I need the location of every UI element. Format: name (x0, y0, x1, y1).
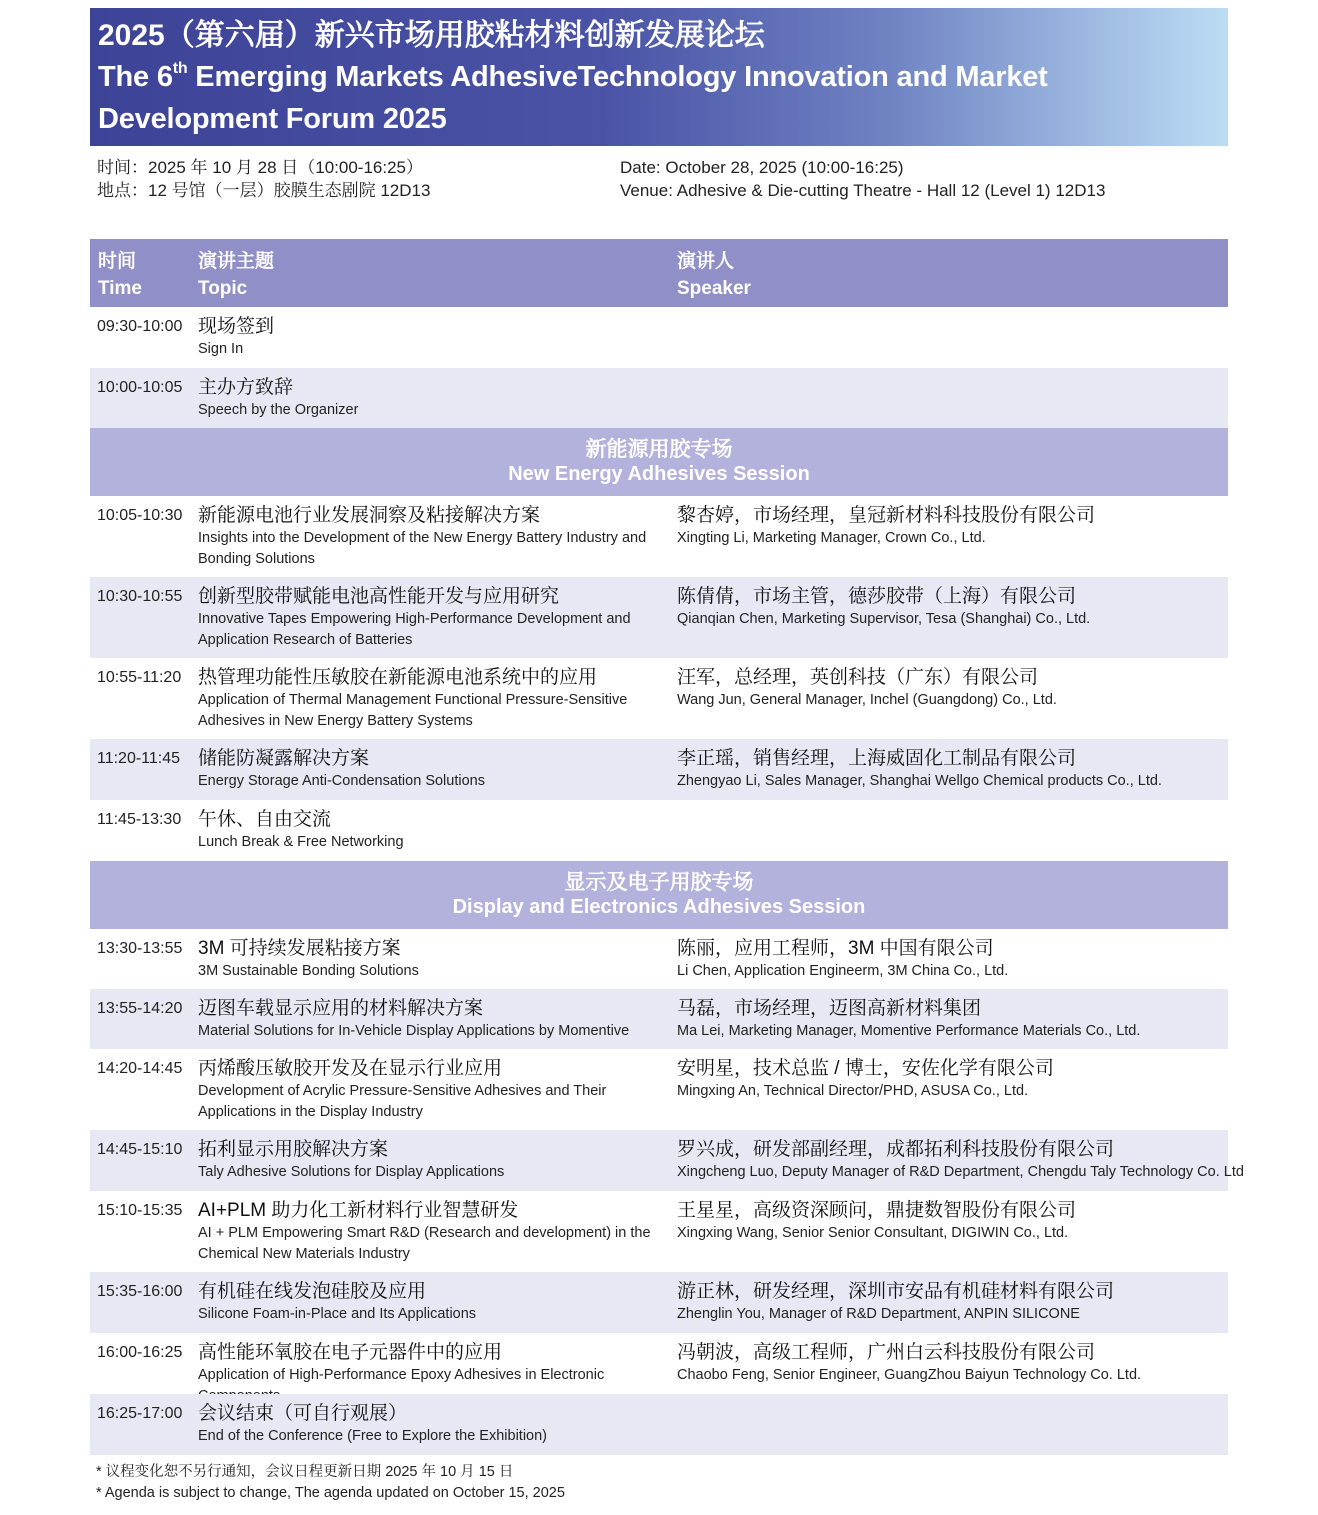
topic-en: Sign In (198, 341, 244, 357)
topic-cn: AI+PLM 助力化工新材料行业智慧研发 (198, 1200, 519, 1221)
agenda-row (90, 989, 1228, 1049)
speaker-en: Mingxing An, Technical Director/PHD, ASUSA Co., Ltd. (677, 1083, 1029, 1099)
topic-en: Innovative Tapes Empowering High-Performance Development and Application Research of Batteries (198, 611, 631, 648)
header-topic (198, 248, 274, 302)
row-time: 16:25-17:00 (97, 1405, 183, 1422)
speaker-cn: 冯朝波，高级工程师，广州白云科技股份有限公司 (677, 1342, 1096, 1363)
agenda-header-row (90, 239, 1228, 307)
row-speaker (677, 666, 1225, 711)
header-time (98, 248, 142, 302)
row-time: 11:20-11:45 (97, 750, 181, 767)
speaker-cn: 李正瑶，销售经理，上海威固化工制品有限公司 (677, 748, 1077, 769)
agenda-rows (90, 307, 1244, 1455)
header-topic-cn: 演讲主题 (198, 251, 275, 272)
topic-en: Lunch Break & Free Networking (198, 834, 404, 850)
event-info-chinese (97, 156, 430, 202)
speaker-en: Zhenglin You, Manager of R&D Department, ANPIN SILICONE (677, 1306, 1080, 1322)
session-title-en: Display and Electronics Adhesives Session (452, 896, 866, 918)
row-time: 11:45-13:30 (97, 811, 182, 828)
row-time: 10:30-10:55 (97, 588, 183, 605)
row-topic (198, 1402, 668, 1447)
agenda-row (90, 1191, 1228, 1272)
speaker-cn: 罗兴成，研发部副经理，成都拓利科技股份有限公司 (677, 1139, 1115, 1160)
session-title-cn: 显示及电子用胶专场 (564, 871, 754, 894)
speaker-en: Xingting Li, Marketing Manager, Crown Co., Ltd. (677, 530, 986, 546)
row-time: 14:20-14:45 (97, 1060, 183, 1077)
agenda-row (90, 739, 1228, 800)
topic-en: Taly Adhesive Solutions for Display Applications (198, 1164, 505, 1180)
agenda-notes (96, 1462, 565, 1504)
row-time: 15:10-15:35 (97, 1202, 183, 1219)
row-topic (198, 1057, 668, 1123)
topic-cn: 储能防凝露解决方案 (198, 748, 370, 769)
row-time: 10:55-11:20 (97, 669, 182, 686)
row-topic (198, 747, 668, 792)
session-title-cn: 新能源用胶专场 (585, 438, 733, 461)
topic-cn: 现场签到 (198, 316, 275, 337)
row-speaker (677, 1280, 1225, 1325)
speaker-en: Li Chen, Application Engineerm, 3M China Co., Ltd. (677, 963, 1009, 979)
topic-en: Material Solutions for In-Vehicle Display Applications by Momentive (198, 1023, 630, 1039)
speaker-en: Xingcheng Luo, Deputy Manager of R&D Department, Chengdu Taly Technology Co. Ltd (677, 1164, 1244, 1180)
row-topic (198, 666, 668, 732)
title-chinese: 2025（第六届）新兴市场用胶粘材料创新发展论坛 (98, 19, 765, 52)
row-time: 13:55-14:20 (97, 1000, 183, 1017)
agenda-row (90, 307, 1228, 368)
session-header (90, 428, 1228, 496)
agenda-row (90, 929, 1228, 989)
header-time-en: Time (98, 278, 143, 299)
row-speaker (677, 1138, 1244, 1183)
row-topic (198, 504, 668, 570)
topic-cn: 高性能环氧胶在电子元器件中的应用 (198, 1342, 503, 1363)
event-info-english (620, 156, 1105, 202)
topic-en: 3M Sustainable Bonding Solutions (198, 963, 419, 979)
topic-cn: 丙烯酸压敏胶开发及在显示行业应用 (198, 1058, 503, 1079)
session-header (90, 861, 1228, 929)
topic-cn: 新能源电池行业发展洞察及粘接解决方案 (198, 505, 541, 526)
header-speaker (677, 248, 751, 302)
agenda-row (90, 1272, 1228, 1333)
topic-en: Insights into the Development of the New Energy Battery Industry and Bonding Solutions (198, 530, 647, 567)
topic-en: Development of Acrylic Pressure-Sensitive Adhesives and Their Applications in the Display Industry (198, 1083, 607, 1120)
row-speaker (677, 997, 1225, 1042)
agenda-row (90, 800, 1228, 861)
topic-en: Energy Storage Anti-Condensation Solutions (198, 773, 485, 789)
title-english-prefix: The 6 (98, 61, 173, 93)
speaker-cn: 黎杏婷，市场经理，皇冠新材料科技股份有限公司 (677, 505, 1096, 526)
agenda-row (90, 1130, 1244, 1191)
header-time-cn: 时间 (98, 251, 137, 272)
row-time: 10:00-10:05 (97, 379, 183, 396)
event-time-cn: 时间：2025 年 10 月 28 日（10:00-16:25） (97, 158, 423, 177)
row-topic (198, 937, 668, 982)
topic-cn: 主办方致辞 (198, 377, 294, 398)
row-topic (198, 585, 668, 651)
row-speaker (677, 747, 1225, 792)
agenda-row (90, 658, 1228, 739)
row-topic (198, 1280, 668, 1325)
topic-en: Speech by the Organizer (198, 402, 359, 418)
row-topic (198, 808, 668, 853)
note-cn: * 议程变化恕不另行通知，会议日程更新日期 2025 年 10 月 15 日 (96, 1464, 514, 1480)
topic-cn: 拓利显示用胶解决方案 (198, 1139, 389, 1160)
speaker-cn: 陈丽，应用工程师，3M 中国有限公司 (677, 938, 994, 959)
topic-cn: 有机硅在线发泡硅胶及应用 (198, 1281, 427, 1302)
title-english-rest: Emerging Markets AdhesiveTechnology Innovation and Market Development Forum 2025 (98, 61, 1048, 135)
speaker-cn: 安明星，技术总监 / 博士，安佐化学有限公司 (677, 1058, 1054, 1079)
row-speaker (677, 504, 1225, 549)
row-time: 10:05-10:30 (97, 507, 183, 524)
speaker-en: Xingxing Wang, Senior Senior Consultant, DIGIWIN Co., Ltd. (677, 1225, 1069, 1241)
header-speaker-en: Speaker (677, 278, 751, 299)
topic-cn: 创新型胶带赋能电池高性能开发与应用研究 (198, 586, 560, 607)
row-speaker (677, 1199, 1225, 1244)
topic-cn: 午休、自由交流 (198, 809, 332, 830)
topic-en: AI + PLM Empowering Smart R&D (Research and development) in the Chemical New Materials Industry (198, 1225, 651, 1262)
row-topic (198, 376, 668, 421)
row-time: 13:30-13:55 (97, 940, 183, 957)
agenda-row (90, 1394, 1228, 1455)
agenda-row (90, 368, 1228, 428)
title-english (98, 56, 1220, 140)
speaker-en: Qianqian Chen, Marketing Supervisor, Tesa (Shanghai) Co., Ltd. (677, 611, 1091, 627)
row-topic (198, 315, 668, 360)
event-date-en: Date: October 28, 2025 (10:00-16:25) (620, 158, 904, 177)
speaker-cn: 王星星，高级资深顾问，鼎捷数智股份有限公司 (677, 1200, 1077, 1221)
speaker-en: Zhengyao Li, Sales Manager, Shanghai Wellgo Chemical products Co., Ltd. (677, 773, 1162, 789)
row-speaker (677, 585, 1225, 630)
topic-en: End of the Conference (Free to Explore the Exhibition) (198, 1428, 547, 1444)
row-time: 09:30-10:00 (97, 318, 183, 335)
title-banner (90, 8, 1228, 146)
topic-cn: 3M 可持续发展粘接方案 (198, 938, 401, 959)
session-title-en: New Energy Adhesives Session (508, 463, 810, 485)
event-venue-en: Venue: Adhesive & Die-cutting Theatre - Hall 12 (Level 1) 12D13 (620, 181, 1106, 200)
speaker-cn: 马磊，市场经理，迈图高新材料集团 (677, 998, 982, 1019)
agenda-table (90, 239, 1244, 1455)
agenda-row (90, 1049, 1228, 1130)
row-time: 14:45-15:10 (97, 1141, 183, 1158)
note-en: * Agenda is subject to change, The agenda updated on October 15, 2025 (96, 1485, 565, 1501)
row-speaker (677, 937, 1225, 982)
row-time: 15:35-16:00 (97, 1283, 183, 1300)
speaker-en: Wang Jun, General Manager, Inchel (Guangdong) Co., Ltd. (677, 692, 1057, 708)
topic-en: Silicone Foam-in-Place and Its Applications (198, 1306, 477, 1322)
topic-en: Application of High-Performance Epoxy Adhesives in Electronic (198, 1367, 605, 1383)
topic-cn: 会议结束（可自行观展） (198, 1403, 408, 1424)
agenda-row (90, 496, 1228, 577)
header-topic-en: Topic (198, 278, 248, 299)
event-venue-cn: 地点：12 号馆（一层）胶膜生态剧院 12D13 (97, 181, 431, 200)
row-speaker (677, 1341, 1225, 1386)
row-topic (198, 1199, 668, 1265)
speaker-en: Chaobo Feng, Senior Engineer, GuangZhou Baiyun Technology Co. Ltd. (677, 1367, 1142, 1383)
speaker-cn: 汪军，总经理，英创科技（广东）有限公司 (677, 667, 1039, 688)
speaker-cn: 游正林，研发经理，深圳市安品有机硅材料有限公司 (677, 1281, 1115, 1302)
row-topic (198, 997, 668, 1042)
topic-cn: 迈图车载显示应用的材料解决方案 (198, 998, 484, 1019)
topic-cn: 热管理功能性压敏胶在新能源电池系统中的应用 (198, 667, 598, 688)
row-topic (198, 1138, 668, 1183)
row-speaker (677, 1057, 1225, 1102)
agenda-row (90, 577, 1228, 658)
agenda-row (90, 1333, 1228, 1394)
topic-en: Application of Thermal Management Functional Pressure-Sensitive Adhesives in New Energy Battery Systems (198, 692, 628, 729)
header-speaker-cn: 演讲人 (677, 251, 735, 272)
title-english-superscript: th (172, 60, 188, 77)
speaker-cn: 陈倩倩，市场主管，德莎胶带（上海）有限公司 (677, 586, 1077, 607)
row-time: 16:00-16:25 (97, 1344, 183, 1361)
speaker-en: Ma Lei, Marketing Manager, Momentive Performance Materials Co., Ltd. (677, 1023, 1141, 1039)
